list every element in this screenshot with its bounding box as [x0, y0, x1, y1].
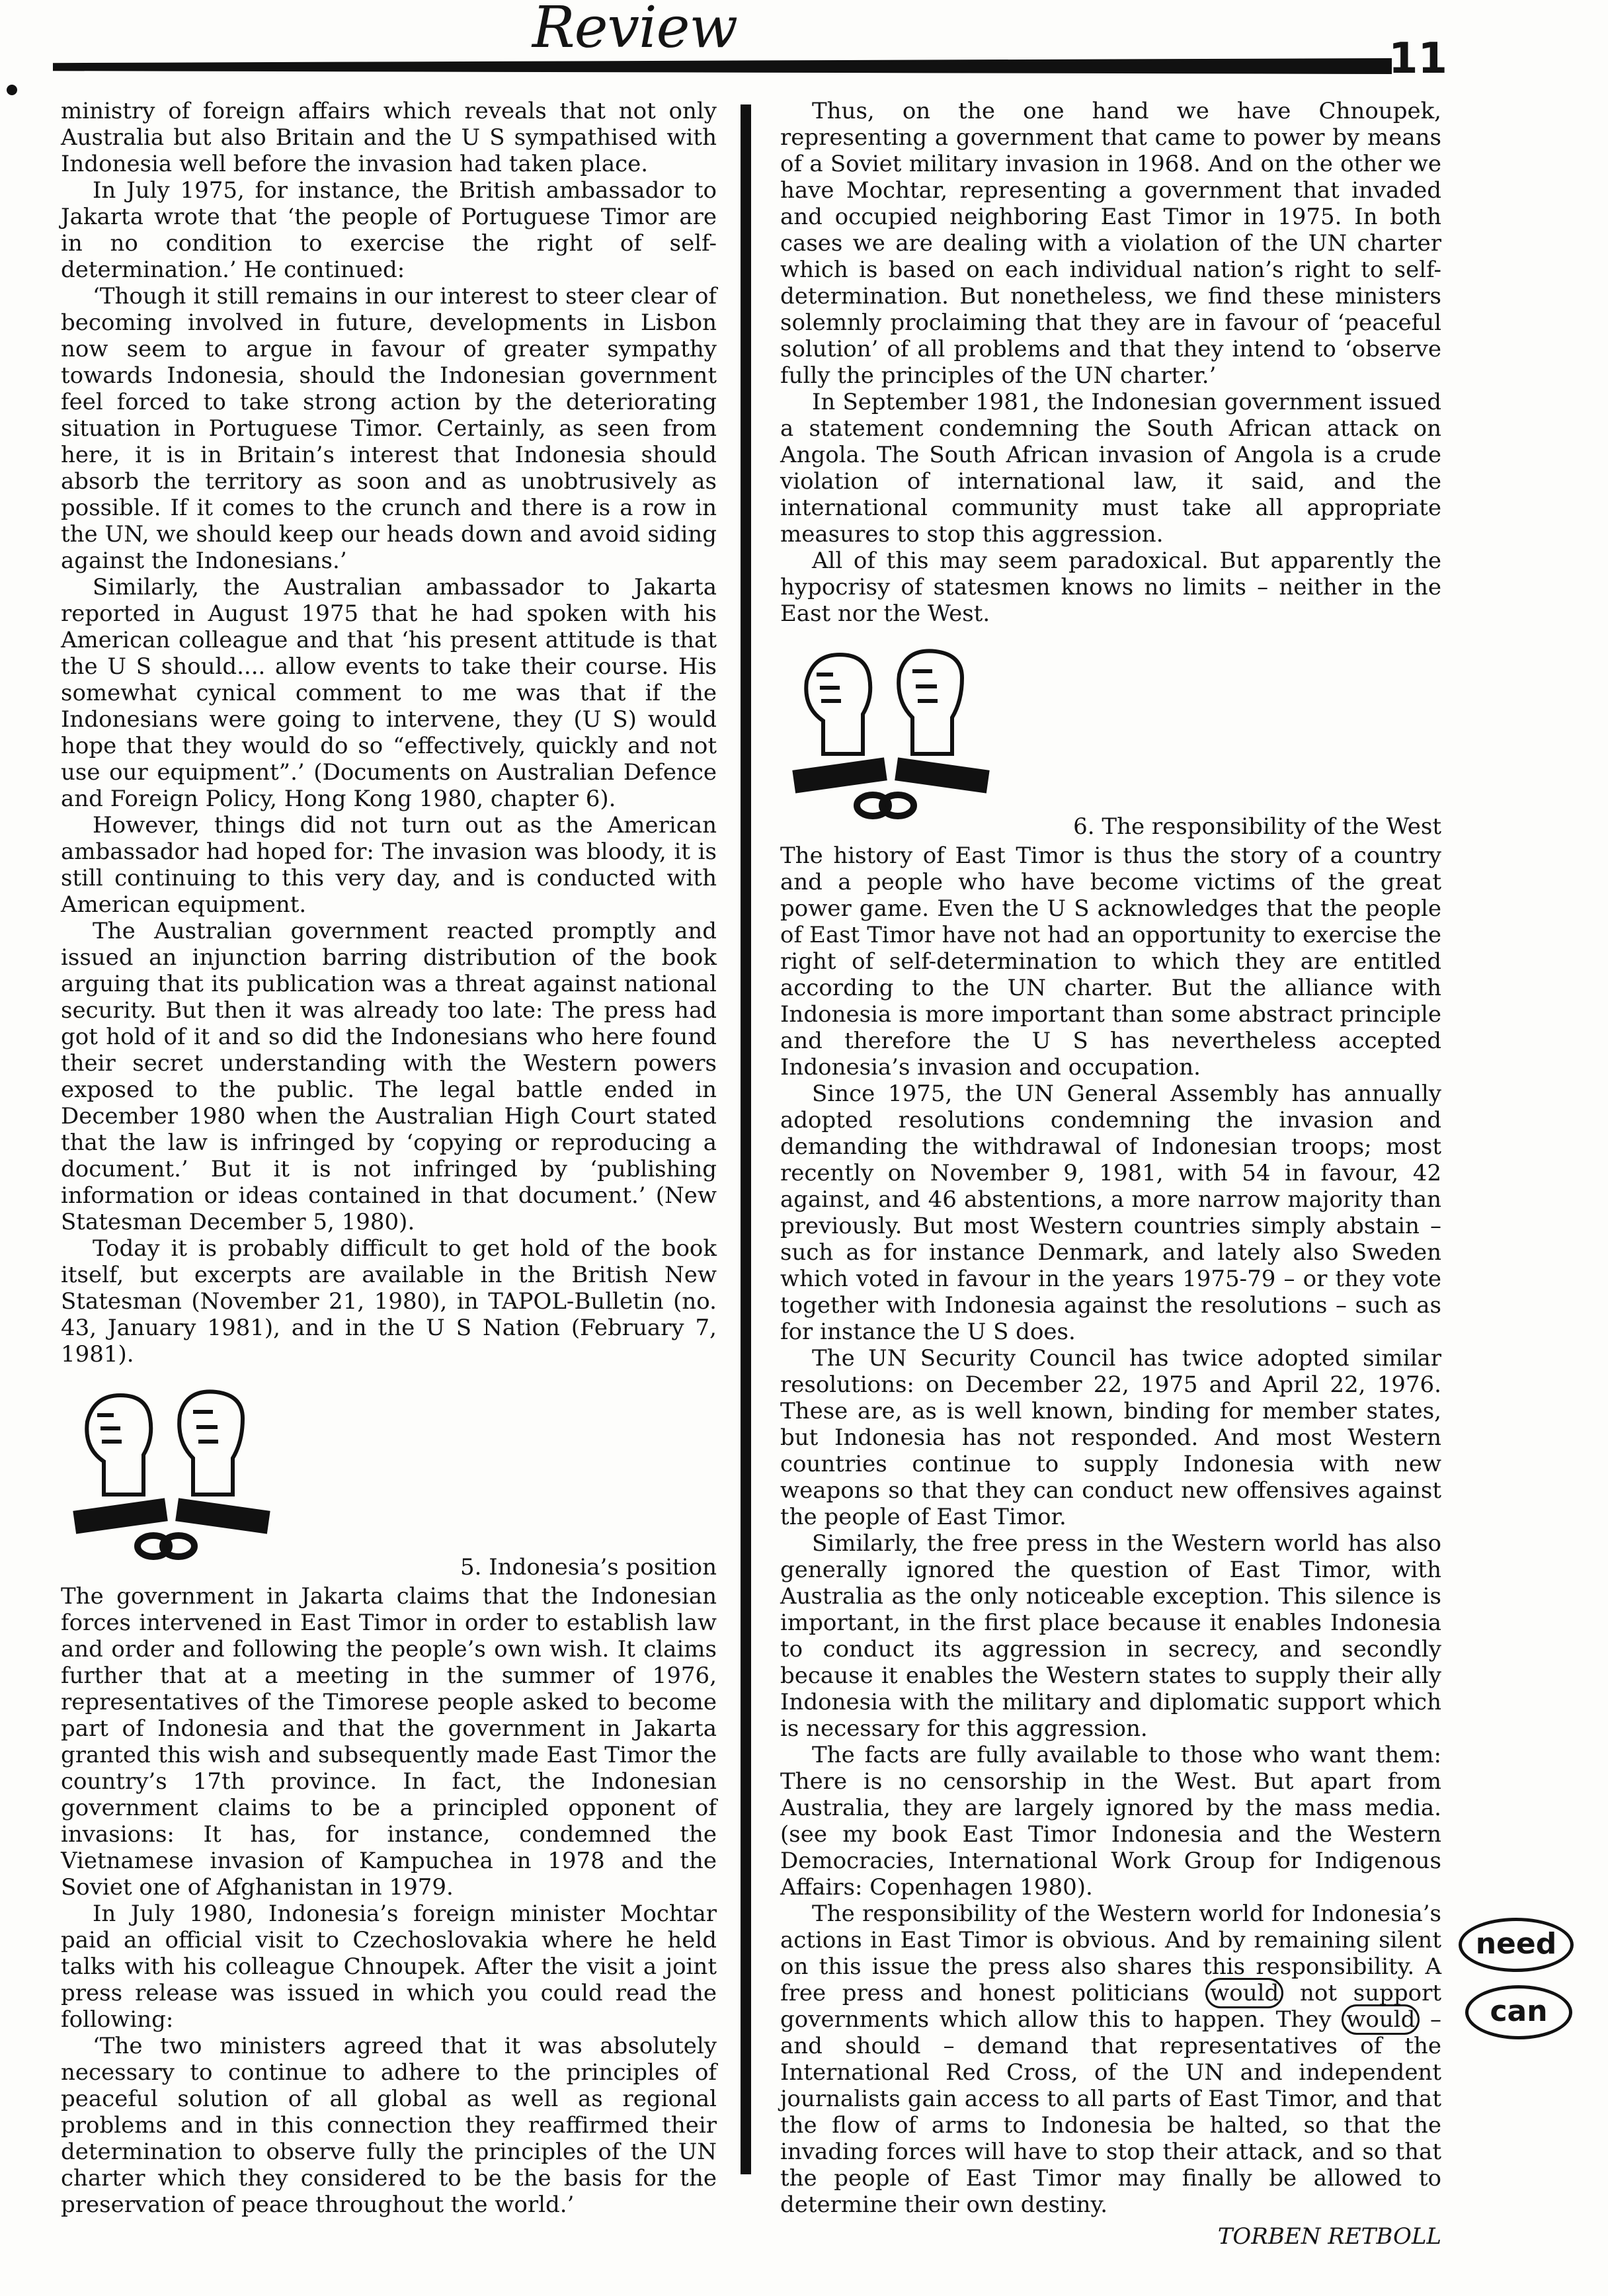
raised-fists-icon — [780, 635, 998, 833]
paragraph: The facts are fully available to those who want them: There is no censorship in the West. But apart from Australia, they are largely ignored by the mass media. (see my book East Timor Indonesia and the Western Democracies, International Work Group for Indigenous Affairs: Copenhagen 1980). — [780, 1742, 1441, 1901]
section-heading: 6. The responsibility of the West — [1073, 813, 1441, 840]
quote-paragraph: ‘The two ministers agreed that it was absolutely necessary to continue to adhere to the principles of peaceful solution of all global as well as regional problems and in this connection they reaffirmed their determination to observe fully the principles of the UN charter which they considered to be the basis for the preservation of peace throughout the world.’ — [61, 2033, 717, 2218]
paragraph: ministry of foreign affairs which reveals that not only Australia but also Britain and the U S sympathised with Indonesia well before the invasion had taken place. — [61, 98, 717, 177]
handwritten-note-need: need — [1459, 1918, 1574, 1972]
paragraph: Since 1975, the UN General Assembly has annually adopted resolutions condemning the invasion and demanding the withdrawal of Indonesian troops; most recently on November 9, 1981, with 54 in favour, 42 against, and 46 abstentions, a more narrow majority than previously. But most Western countries simply abstain – such as for instance Denmark, and lately also Sweden which voted in favour in the years 1975-79 – or they vote together with Indonesia against the resolutions – such as for instance the U S does. — [780, 1081, 1441, 1345]
paragraph: Today it is probably difficult to get hold of the book itself, but excerpts are available in the British New Statesman (November 21, 1980), in TAPOL-Bulletin (no. 43, January 1981), and in the U S Nation (February 7, 1981). — [61, 1235, 717, 1368]
final-paragraph — [780, 1901, 1441, 2218]
margin-dot — [7, 85, 17, 95]
paragraph: Similarly, the Australian ambassador to Jakarta reported in August 1975 that he had spoken with his American colleague and that ‘his present attitude is that the U S should.... allow events to take their course. His somewhat cynical comment to me was that if the Indonesians were going to intervene, they (U S) would hope that they would do so “effectively, quickly and not use our equipment”.’ (Documents on Australian Defence and Foreign Policy, Hong Kong 1980, chapter 6). — [61, 574, 717, 812]
paragraph: In July 1975, for instance, the British ambassador to Jakarta wrote that ‘the people of Portuguese Timor are in no condition to exercise the right of self-determination.’ He continued: — [61, 177, 717, 283]
raised-fists-icon — [61, 1375, 279, 1574]
paragraph: The government in Jakarta claims that the Indonesian forces intervened in East Timor in order to establish law and order and following the people’s own wish. It claims further that at a meeting in the summer of 1976, representatives of the Timorese people asked to become part of Indonesia and that the government in Jakarta granted this wish and subsequently made East Timor the country’s 17th province. In fact, the Indonesian government claims to be a principled opponent of invasions: It has, for instance, condemned the Vietnamese invasion of Kampuchea in 1978 and the Soviet one of Afghanistan in 1979. — [61, 1583, 717, 1901]
section-heading: 5. Indonesia’s position — [460, 1554, 717, 1580]
paragraph: Similarly, the free press in the Western world has also generally ignored the question of East Timor, with Australia as the only noticeable exception. This silence is important, in the first place because it enables Indonesia to conduct its aggression in secrecy, and secondly because it enables the Western states to supply their ally Indonesia with the military and diplomatic support which is necessary for this aggression. — [780, 1530, 1441, 1742]
paragraph: Thus, on the one hand we have Chnoupek, representing a government that came to power by means of a Soviet military invasion in 1968. And on the other we have Mochtar, representing a government that invaded and occupied neighboring East Timor in 1975. In both cases we are dealing with a violation of the UN charter which is based on each individual nation’s right to self-determination. But nonetheless, we find these ministers solemnly proclaiming that they are in favour of ‘peaceful solution’ of all problems and that they intend to ‘observe fully the principles of the UN charter.’ — [780, 98, 1441, 389]
publication-title: Review — [532, 0, 738, 61]
circled-word: would — [1205, 1978, 1283, 2008]
section-5-header — [61, 1375, 717, 1580]
text-run: The responsibility of the Western world for Indonesia’s actions in East Timor is obvious. And by remaining silent on this issue the press also shares this responsibility. A free press and honest politicians — [780, 1901, 1441, 2006]
paragraph: However, things did not turn out as the American ambassador had hoped for: The invasion was bloody, it is still continuing to this very day, and is conducted with American equipment. — [61, 812, 717, 918]
page-number: 11 — [1388, 34, 1448, 83]
handwritten-note-can: can — [1465, 1985, 1572, 2039]
quote-paragraph: ‘Though it still remains in our interest to steer clear of becoming involved in future, developments in Lisbon now seem to argue in favour of greater sympathy towards Indonesia, should the Indonesian government feel forced to take strong action by the deteriorating situation in Portuguese Timor. Certainly, as seen from here, it is in Britain’s interest that Indonesia should absorb the territory as soon and as unobtrusively as possible. If it comes to the crunch and there is a row in the UN, we should keep our heads down and avoid siding against the Indonesians.’ — [61, 283, 717, 574]
paragraph: The UN Security Council has twice adopted similar resolutions: on December 22, 1975 and April 22, 1976. These are, as is well known, binding for member states, but Indonesia has not responded. And most Western countries continue to supply Indonesia with new weapons so that they can conduct new offensives against the people of East Timor. — [780, 1345, 1441, 1530]
left-column — [61, 98, 717, 2218]
paragraph: The history of East Timor is thus the story of a country and a people who have become victims of the great power game. Even the U S acknowledges that the people of East Timor have not had an opportunity to exercise the right of self-determination to which they are entitled according to the UN charter. But the alliance with Indonesia is more important than some abstract principle and therefore the U S has nevertheless accepted Indonesia’s invasion and occupation. — [780, 842, 1441, 1081]
author-signature: TORBEN RETBOLL — [1217, 2223, 1441, 2250]
paragraph: In September 1981, the Indonesian government issued a statement condemning the South African attack on Angola. The South African invasion of Angola is a crude violation of international law, it said, and the international community must take all appropriate measures to stop this aggression. — [780, 389, 1441, 548]
paragraph: The Australian government reacted promptly and issued an injunction barring distribution of the book arguing that its publication was a threat against national security. But then it was already too late: The press had got hold of it and so did the Indonesians who here found their secret understanding with the Western powers exposed to the public. The legal battle ended in December 1980 when the Australian High Court stated that the law is infringed by ‘copying or reproducing a document.’ But it is not infringed by ‘publishing information or ideas contained in that document.’ (New Statesman December 5, 1980). — [61, 918, 717, 1235]
paragraph: In July 1980, Indonesia’s foreign minister Mochtar paid an official visit to Czechoslovakia where he held talks with his colleague Chnoupek. After the visit a joint press release was issued in which you could read the following: — [61, 1901, 717, 2033]
text-run: not support governments which allow this to happen. They — [780, 1980, 1441, 2033]
right-column — [780, 98, 1441, 2250]
circled-word: would — [1342, 2004, 1420, 2035]
masthead — [0, 0, 1608, 83]
paragraph: All of this may seem paradoxical. But apparently the hypocrisy of statesmen knows no limits – neither in the East nor the West. — [780, 548, 1441, 627]
text-run: – and should – demand that representatives of the International Red Cross, of the UN and independent journalists gain access to all parts of East Timor, and that the flow of arms to Indonesia be halted, so that the invading forces will have to stop their attack, and so that the people of East Timor may finally be allowed to determine their own destiny. — [780, 2006, 1441, 2218]
column-divider — [741, 104, 751, 2174]
section-6-header — [780, 635, 1441, 840]
